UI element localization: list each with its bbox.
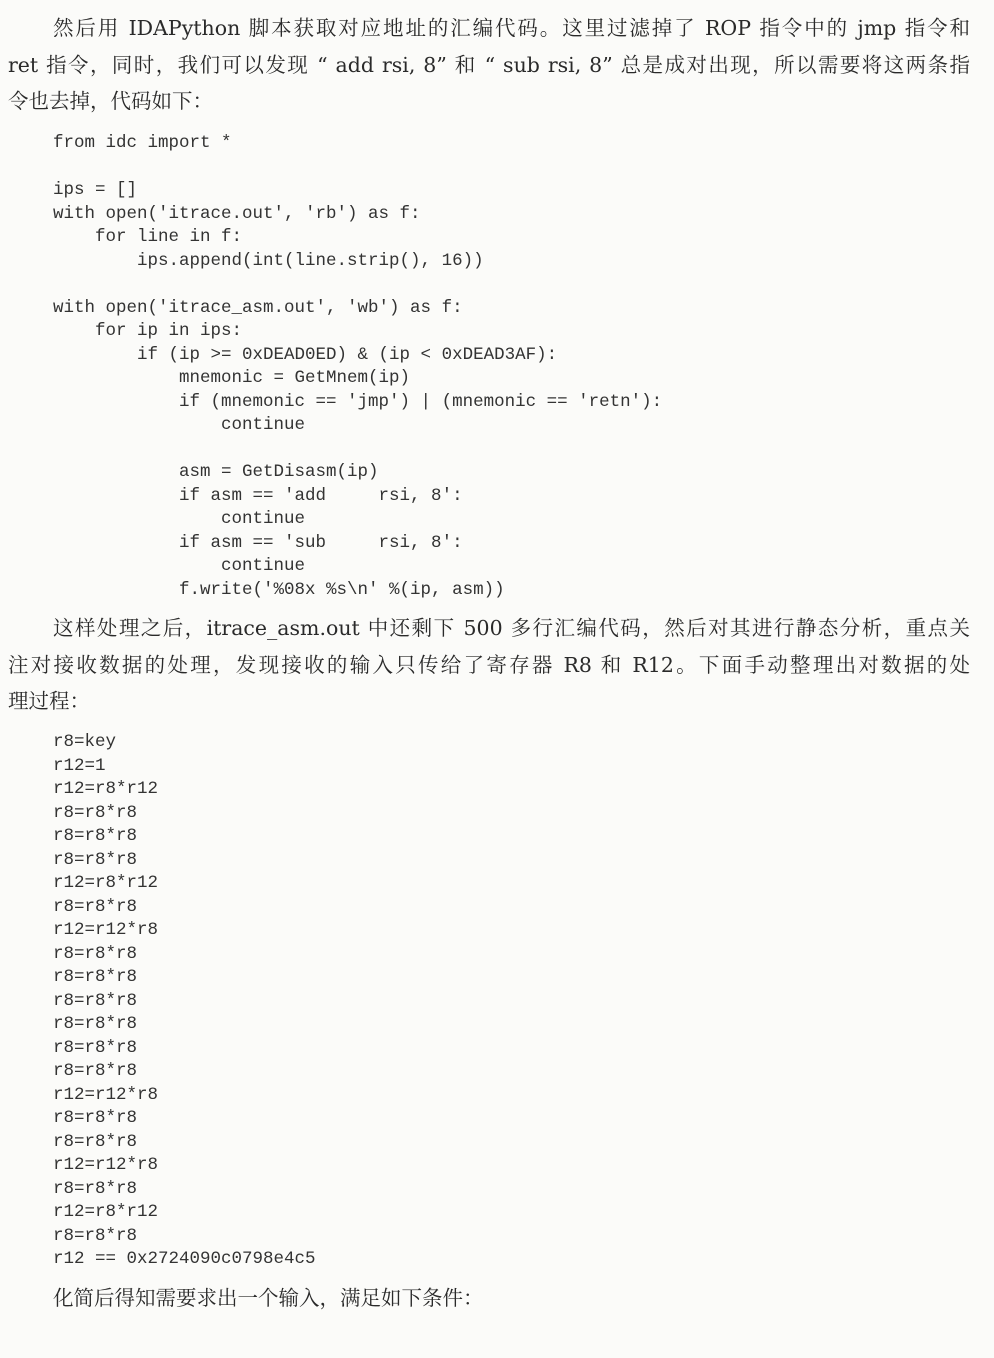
code-line: mnemonic = GetMnem(ip) — [53, 368, 411, 388]
code-line: ips = [] — [53, 180, 138, 200]
code-line: r8=r8*r8 — [53, 826, 138, 846]
code-line: r12=r8*r12 — [53, 779, 159, 799]
code-line: r8=r8*r8 — [53, 967, 138, 987]
code-line: r8=r8*r8 — [53, 1108, 138, 1128]
code-line: r12=1 — [53, 755, 106, 776]
code-line: r8=r8*r8 — [53, 1225, 138, 1246]
code-line: if asm == 'add rsi, 8': — [53, 485, 463, 506]
code-line: r8=key — [53, 732, 117, 752]
code-line: r8=r8*r8 — [53, 1178, 138, 1199]
code-line: r12=r12*r8 — [53, 1155, 159, 1175]
text-line: 化简后得知需要求出一个输入，满足如下条件： — [53, 1286, 484, 1310]
code-line: r8=r8*r8 — [53, 1014, 138, 1034]
code-line: r12 == 0x2724090c0798e4c5 — [53, 1249, 316, 1269]
code-line: r8=r8*r8 — [53, 1061, 138, 1081]
code-line: asm = GetDisasm(ip) — [53, 462, 379, 482]
code-line: with open('itrace.out', 'rb') as f: — [53, 203, 421, 224]
code-line: r8=r8*r8 — [53, 802, 138, 823]
code-line: if asm == 'sub rsi, 8': — [53, 532, 463, 553]
text-line: 然后用 IDAPython 脚本获取对应地址的汇编代码。这里过滤掉了 ROP 指令中的 jmp 指令和 — [53, 16, 970, 40]
paragraph-3 — [8, 1280, 970, 1317]
code-line — [53, 156, 662, 180]
paragraph-1 — [8, 10, 970, 120]
code-line: r8=r8*r8 — [53, 896, 138, 917]
code-block-idapython — [53, 132, 662, 602]
code-line: from idc import * — [53, 133, 232, 153]
code-line: ips.append(int(line.strip(), 16)) — [53, 250, 484, 271]
code-line: for line in f: — [53, 227, 243, 247]
code-line: r8=r8*r8 — [53, 1131, 138, 1152]
paragraph-2 — [8, 610, 970, 720]
text-line: 令也去掉，代码如下： — [8, 89, 213, 113]
code-line: r8=r8*r8 — [53, 849, 138, 870]
code-line: r12=r12*r8 — [53, 920, 159, 940]
code-line: continue — [53, 415, 306, 435]
code-line: for ip in ips: — [53, 321, 243, 341]
code-block-register-ops — [53, 731, 316, 1272]
text-line: 注对接收数据的处理，发现接收的输入只传给了寄存器 R8 和 R12。下面手动整理出对数据的处 — [8, 652, 970, 677]
code-line — [53, 273, 662, 297]
code-line: r8=r8*r8 — [53, 943, 138, 964]
code-line: r8=r8*r8 — [53, 1037, 138, 1058]
text-line: ret 指令，同时，我们可以发现 “ add rsi, 8” 和 “ sub rsi, 8” 总是成对出现，所以需要将这两条指 — [8, 52, 970, 77]
code-line: r12=r12*r8 — [53, 1084, 159, 1105]
code-line: r8=r8*r8 — [53, 990, 138, 1011]
code-line: continue — [53, 556, 306, 576]
code-line: with open('itrace_asm.out', 'wb') as f: — [53, 297, 463, 318]
text-line: 这样处理之后，itrace_asm.out 中还剩下 500 多行汇编代码，然后对其进行静态分析，重点关 — [53, 616, 970, 640]
code-line: f.write('%08x %s\n' %(ip, asm)) — [53, 579, 505, 600]
code-line: r12=r8*r12 — [53, 873, 159, 893]
code-line: r12=r8*r12 — [53, 1202, 159, 1222]
code-line — [53, 438, 662, 462]
code-line: continue — [53, 509, 306, 529]
code-line: if (ip >= 0xDEAD0ED) & (ip < 0xDEAD3AF): — [53, 344, 558, 365]
code-line: if (mnemonic == 'jmp') | (mnemonic == 'retn'): — [53, 391, 663, 412]
text-line: 理过程： — [8, 689, 90, 713]
